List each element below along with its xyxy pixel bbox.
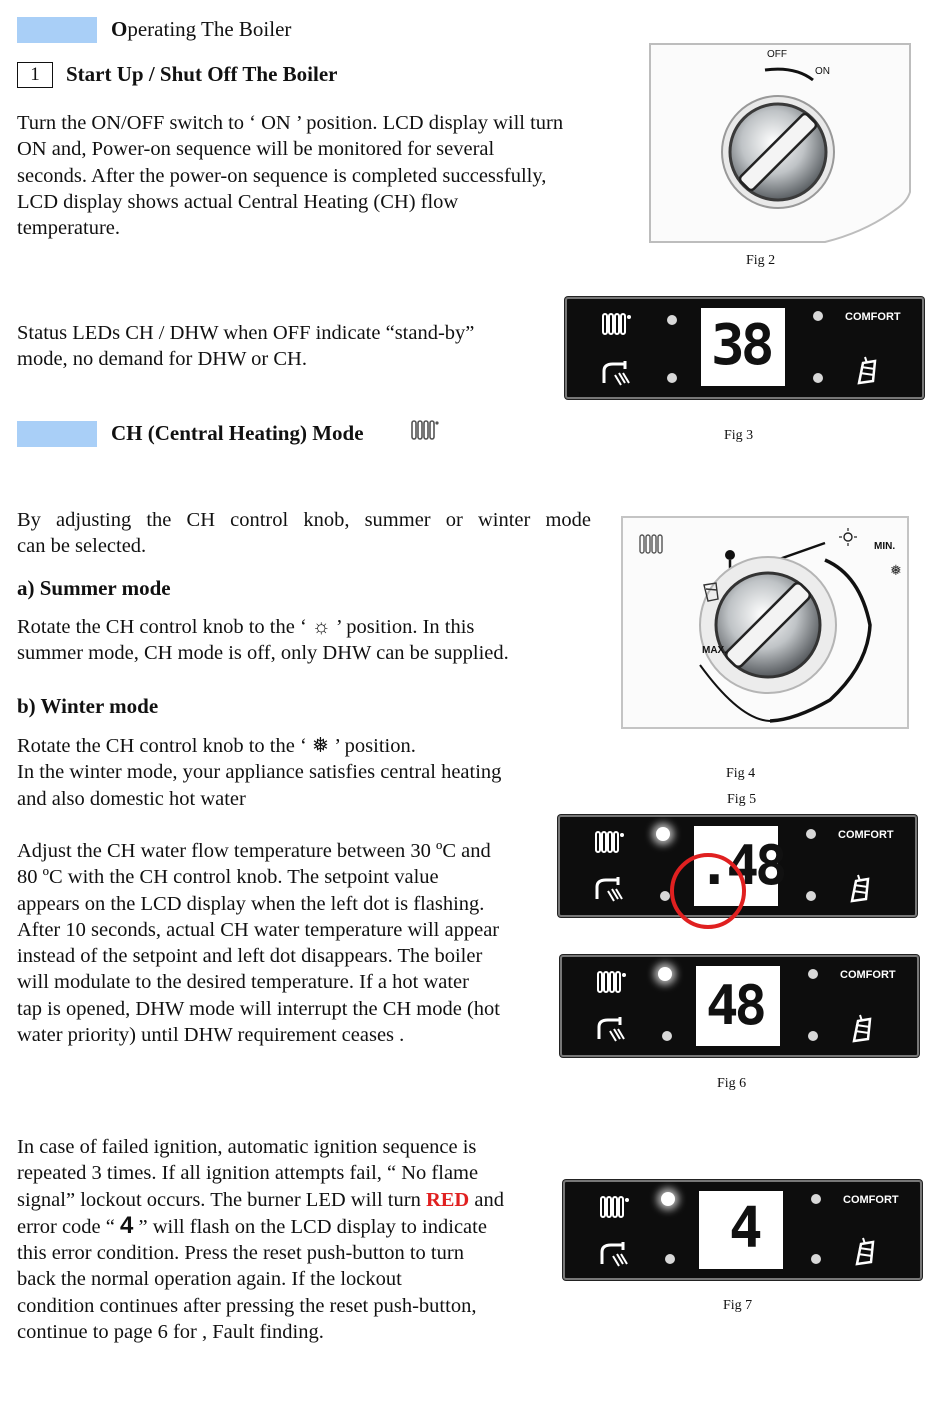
lcd-value: 48 [706,974,764,1037]
burner-led [806,829,816,839]
comfort-label: COMFORT [840,969,896,981]
comfort-label: COMFORT [843,1194,899,1206]
dhw-status-led [660,891,670,901]
control-panel-fig7 [563,1180,922,1280]
reset-led [811,1254,821,1264]
control-panel-fig3 [565,297,924,399]
comfort-icon [848,1013,876,1043]
dhw-status-led [667,373,677,383]
knob-max-label: MAX. [702,645,727,656]
radiator-icon [594,829,626,855]
tap-icon [599,1240,633,1268]
caption-fig5: Fig 5 [727,792,757,807]
figure-ch-knob [620,515,910,730]
control-panel-fig6 [560,955,919,1057]
burner-led [813,311,823,321]
paragraph-summer: Rotate the CH control knob to the ‘ ☼ ’ position. In this summer mode, CH mode is off, only DHW can be supplied. [17,616,509,665]
svg-text:❅: ❅ [890,563,902,579]
dhw-status-led [665,1254,675,1264]
reset-led [813,373,823,383]
lcd-display [696,966,780,1046]
highlight-circle [670,853,746,929]
lcd-error-code: 4 [729,1196,759,1261]
lcd-value: .48 [698,834,784,897]
tap-icon [601,359,635,387]
caption-fig4: Fig 4 [726,766,756,781]
paragraph-startup: Turn the ON/OFF switch to ‘ ON ’ position. LCD display will turn ON and, Power-on sequence will be monitored for several seconds. After the power-on sequence is completed successfully, LCD display shows actual Central Heating (CH) flow temperature. [17,112,564,240]
comfort-label: COMFORT [838,829,894,841]
figure-onoff-switch [645,42,915,247]
paragraph-status: Status LEDs CH / DHW when OFF indicate “stand-by” mode, no demand for DHW or CH. [17,322,475,371]
section-marker-bar [17,17,97,43]
step-number: 1 [17,62,53,88]
switch-off-label: OFF [767,49,787,60]
red-word: RED [425,1188,470,1211]
burner-led [808,969,818,979]
winter-heading: b) Winter mode [17,694,159,718]
tap-icon [596,1015,630,1043]
paragraph-knob: By adjusting the CH control knob, summer or winter mode can be selected. [17,509,591,558]
reset-led [806,891,816,901]
lcd-display [701,308,785,386]
tap-icon [594,875,628,903]
caption-fig2: Fig 2 [746,253,776,268]
ch-status-led-on [661,1192,675,1206]
caption-fig3: Fig 3 [724,428,754,443]
lcd-value: 38 [711,313,771,378]
summer-heading: a) Summer mode [17,576,171,600]
section-title-ch-mode: CH (Central Heating) Mode [111,421,364,445]
comfort-icon [853,355,881,385]
section-title-operating: Operating The Boiler [111,17,292,41]
lcd-display [699,1191,783,1269]
burner-led [811,1194,821,1204]
step-title: Start Up / Shut Off The Boiler [66,62,338,86]
section-marker-bar-ch [17,421,97,447]
error-code-glyph: 4 [120,1211,134,1239]
paragraph-winter: Rotate the CH control knob to the ‘ ❅ ’ position. In the winter mode, your appliance satisfies central heating and also domestic hot water [17,735,502,810]
ch-status-led [667,315,677,325]
caption-fig6: Fig 6 [717,1076,747,1091]
caption-fig7: Fig 7 [723,1298,753,1313]
ch-status-led-on [656,827,670,841]
paragraph-failed-ignition: In case of failed ignition, automatic ignition sequence is repeated 3 times. If all ignition attempts fail, “ No flame signal” lockout occurs. The burner LED will turn RED and error code “ 4 ” will flash on the LCD display to indicate this error condition. Press the reset push-button to turn back the normal operation again. If the lockout condition continues after pressing the reset push-button, continue to page 6 for , Fault finding. [17,1136,504,1344]
radiator-icon [601,311,633,337]
switch-on-label: ON [815,66,830,77]
comfort-label: COMFORT [845,311,901,323]
dhw-status-led [662,1031,672,1041]
radiator-icon-heading [410,418,440,442]
paragraph-adjust: Adjust the CH water flow temperature between 30 ºC and 80 ºC with the CH control knob. The setpoint value appears on the LCD display when the left dot is flashing. After 10 seconds, actual CH water temperature will appear instead of the setpoint and left dot disappears. The boiler will modulate to the desired temperature. If a hot water tap is opened, DHW mode will interrupt the CH mode (hot water priority) until DHW requirement ceases . [17,840,500,1047]
comfort-icon [851,1236,879,1266]
comfort-icon [846,873,874,903]
reset-led [808,1031,818,1041]
radiator-icon [596,969,628,995]
knob-min-label: MIN. [874,541,896,552]
radiator-icon [599,1194,631,1220]
ch-status-led-on [658,967,672,981]
